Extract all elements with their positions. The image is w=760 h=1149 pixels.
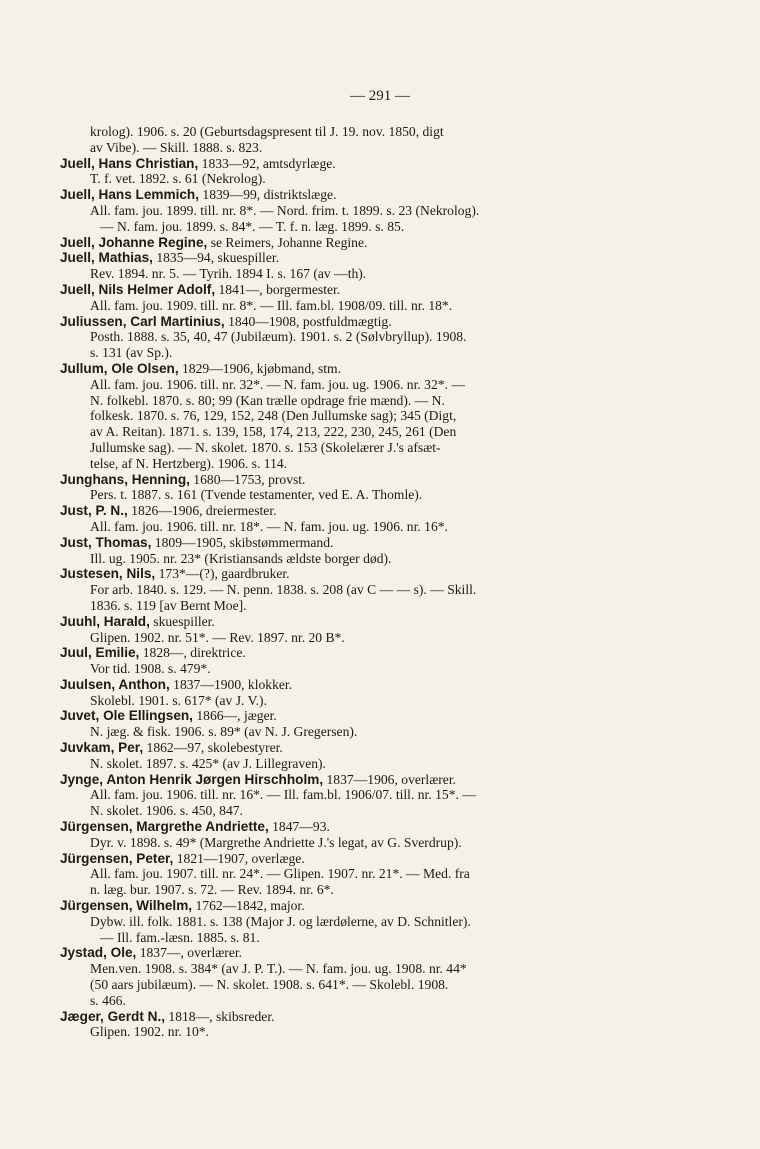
entry-reference-line: folkesk. 1870. s. 76, 129, 152, 248 (Den Jullumske sag); 345 (Digt, [90,408,457,424]
index-entry [60,472,650,504]
entry-name: Junghans, Henning, [60,471,190,487]
entry-name: Juell, Mathias, [60,250,153,266]
entry-heading [60,361,650,377]
entry-reference-line: Vor tid. 1908. s. 479*. [90,661,211,677]
entry-reference-line: N. skolet. 1906. s. 450, 847. [90,803,243,819]
entry-heading [60,945,650,961]
index-entry [60,772,650,819]
entry-heading [60,740,650,756]
entry-description: 1821—1907, overlæge. [173,850,305,866]
entry-name: Jystad, Ole, [60,945,137,961]
entry-description: 1835—94, skuespiller. [152,250,280,266]
entry-description: 1862—97, skolebestyrer. [143,740,283,756]
index-entry [60,282,650,314]
entry-heading [60,708,650,724]
entry-description: 1762—1842, major. [192,898,305,914]
index-entry [60,361,650,472]
entry-reference-line: av Vibe). — Skill. 1888. s. 823. [90,139,263,155]
entry-heading [60,314,650,330]
entry-reference-line: 1836. s. 119 [av Bernt Moe]. [90,597,247,613]
entry-name: Jæger, Gerdt N., [60,1008,166,1024]
entry-description: se Reimers, Johanne Regine. [207,234,368,250]
entry-description: skuespiller. [149,613,215,629]
entry-reference-line: av A. Reitan). 1871. s. 139, 158, 174, 213, 222, 230, 245, 261 (Den [90,424,457,440]
entry-heading [60,851,650,867]
entry-reference-line: Posth. 1888. s. 35, 40, 47 (Jubilæum). 1901. s. 2 (Sølvbryllup). 1908. [90,329,467,345]
entry-description: 1826—1906, dreiermester. [127,503,277,519]
entry-reference-line: Dybw. ill. folk. 1881. s. 138 (Major J. og lærdølerne, av D. Schnitler). [90,913,471,929]
entry-heading [60,898,650,914]
entry-description: 173*—(?), gaardbruker. [155,566,290,582]
index-entry [60,503,650,535]
entry-heading [60,503,650,519]
entry-name: Juell, Johanne Regine, [60,234,208,250]
entry-reference-line: Rev. 1894. nr. 5. — Tyrih. 1894 I. s. 167 (av —th). [90,266,367,282]
index-entry [60,677,650,709]
entry-reference-line: All. fam. jou. 1909. till. nr. 8*. — Ill. fam.bl. 1908/09. till. nr. 18*. [90,297,453,313]
entry-name: Juell, Hans Christian, [60,155,199,171]
entry-reference-line: Jullumske sag). — N. skolet. 1870. s. 153 (Skolelærer J.'s afsæt- [90,439,441,455]
entry-heading [60,235,650,251]
entry-name: Jürgensen, Peter, [60,850,174,866]
index-entry [60,740,650,772]
index-entry [60,645,650,677]
entry-reference-line: N. folkebl. 1870. s. 80; 99 (Kan trælle opdrage frie mænd). — N. [90,392,445,408]
index-entry [60,898,650,945]
entry-name: Juul, Emilie, [60,645,140,661]
entry-description: 1829—1906, kjøbmand, stm. [178,360,341,376]
entry-reference-line: All. fam. jou. 1899. till. nr. 8*. — Nord. frim. t. 1899. s. 23 (Nekrolog). [90,202,480,218]
entry-reference-line: s. 131 (av Sp.). [90,345,173,361]
entry-description: 1837—, overlærer. [136,945,243,961]
index-entry [60,614,650,646]
index-entries [60,124,650,1040]
index-entry [60,156,650,188]
entry-description: 1839—99, distriktslæge. [199,187,337,203]
entry-name: Jürgensen, Wilhelm, [60,898,193,914]
entry-name: Juvet, Ole Ellingsen, [60,708,193,724]
entry-reference-line: Pers. t. 1887. s. 161 (Tvende testamenter, ved E. A. Thomle). [90,487,423,503]
entry-description: 1818—, skibsreder. [165,1008,275,1024]
entry-name: Jynge, Anton Henrik Jørgen Hirschholm, [60,771,324,787]
entry-heading [60,156,650,172]
entry-reference-line: Skolebl. 1901. s. 617* (av J. V.). [90,692,267,708]
entry-name: Justesen, Nils, [60,566,156,582]
entry-name: Juulsen, Anthon, [60,676,170,692]
entry-reference-line: (50 aars jubilæum). — N. skolet. 1908. s. 641*. — Skolebl. 1908. [90,977,449,993]
entry-description: 1866—, jæger. [192,708,277,724]
entry-name: Juliussen, Carl Martinius, [60,313,225,329]
index-entry [60,1009,650,1041]
entry-reference-line: T. f. vet. 1892. s. 61 (Nekrolog). [90,171,266,187]
entry-name: Juell, Hans Lemmich, [60,187,200,203]
entry-reference-line: — Ill. fam.-læsn. 1885. s. 81. [100,929,260,945]
index-entry [60,235,650,251]
entry-description: 1680—1753, provst. [189,471,306,487]
entry-description: 1837—1906, overlærer. [323,771,457,787]
entry-reference-line: Glipen. 1902. nr. 51*. — Rev. 1897. nr. 20 B*. [90,629,345,645]
entry-reference-line: Dyr. v. 1898. s. 49* (Margrethe Andriette J.'s legat, av G. Sverdrup). [90,834,462,850]
index-entry [60,708,650,740]
entry-heading [60,1009,650,1025]
entry-heading [60,535,650,551]
index-entry [60,851,650,898]
entry-description: 1840—1908, postfuldmægtig. [224,313,392,329]
entry-description: 1847—93. [268,819,330,835]
entry-reference-line: s. 466. [90,992,126,1008]
entry-reference-line: krolog). 1906. s. 20 (Geburtsdagspresent til J. 19. nov. 1850, digt [90,124,444,139]
entry-heading [60,472,650,488]
index-entry [60,314,650,361]
index-entry [60,250,650,282]
entry-description: 1809—1905, skibstømmermand. [151,534,334,550]
entry-reference-line: For arb. 1840. s. 129. — N. penn. 1838. s. 208 (av C — — s). — Skill. [90,582,477,598]
index-entry [60,819,650,851]
page-number: — 291 — [350,88,410,104]
entry-name: Jullum, Ole Olsen, [60,360,179,376]
entry-reference-line: Men.ven. 1908. s. 384* (av J. P. T.). — N. fam. jou. ug. 1908. nr. 44* [90,961,467,977]
entry-name: Juuhl, Harald, [60,613,150,629]
index-entry [60,124,650,156]
entry-description: 1828—, direktrice. [139,645,246,661]
entry-reference-line: All. fam. jou. 1906. till. nr. 32*. — N. fam. jou. ug. 1906. nr. 32*. — [90,376,465,392]
entry-reference-line: Ill. ug. 1905. nr. 23* (Kristiansands ældste borger død). [90,550,392,566]
entry-description: 1833—92, amtsdyrlæge. [198,155,336,171]
entry-name: Just, P. N., [60,503,128,519]
entry-reference-line: n. læg. bur. 1907. s. 72. — Rev. 1894. nr. 6*. [90,882,334,898]
entry-name: Juvkam, Per, [60,740,144,756]
entry-name: Jürgensen, Margrethe Andriette, [60,819,269,835]
entry-reference-line: All. fam. jou. 1907. till. nr. 24*. — Glipen. 1907. nr. 21*. — Med. fra [90,866,470,882]
entry-heading [60,614,650,630]
entry-heading [60,677,650,693]
entry-heading [60,566,650,582]
entry-description: 1837—1900, klokker. [169,676,293,692]
entry-heading [60,645,650,661]
entry-name: Juell, Nils Helmer Adolf, [60,281,216,297]
index-entry [60,187,650,234]
index-entry [60,945,650,1008]
entry-heading [60,819,650,835]
entry-reference-line: N. jæg. & fisk. 1906. s. 89* (av N. J. Gregersen). [90,724,358,740]
entry-reference-line: N. skolet. 1897. s. 425* (av J. Lillegraven). [90,755,326,771]
index-entry [60,535,650,567]
entry-heading [60,772,650,788]
entry-reference-line: All. fam. jou. 1906. till. nr. 16*. — Ill. fam.bl. 1906/07. till. nr. 15*. — [90,787,476,803]
entry-heading [60,187,650,203]
entry-reference-line: telse, af N. Hertzberg). 1906. s. 114. [90,455,288,471]
entry-name: Just, Thomas, [60,534,152,550]
entry-description: 1841—, borgermester. [215,281,341,297]
entry-heading [60,282,650,298]
index-entry [60,566,650,613]
entry-heading [60,250,650,266]
entry-reference-line: Glipen. 1902. nr. 10*. [90,1024,209,1040]
entry-reference-line: — N. fam. jou. 1899. s. 84*. — T. f. n. læg. 1899. s. 85. [100,218,405,234]
entry-reference-line: All. fam. jou. 1906. till. nr. 18*. — N. fam. jou. ug. 1906. nr. 16*. [90,518,448,534]
